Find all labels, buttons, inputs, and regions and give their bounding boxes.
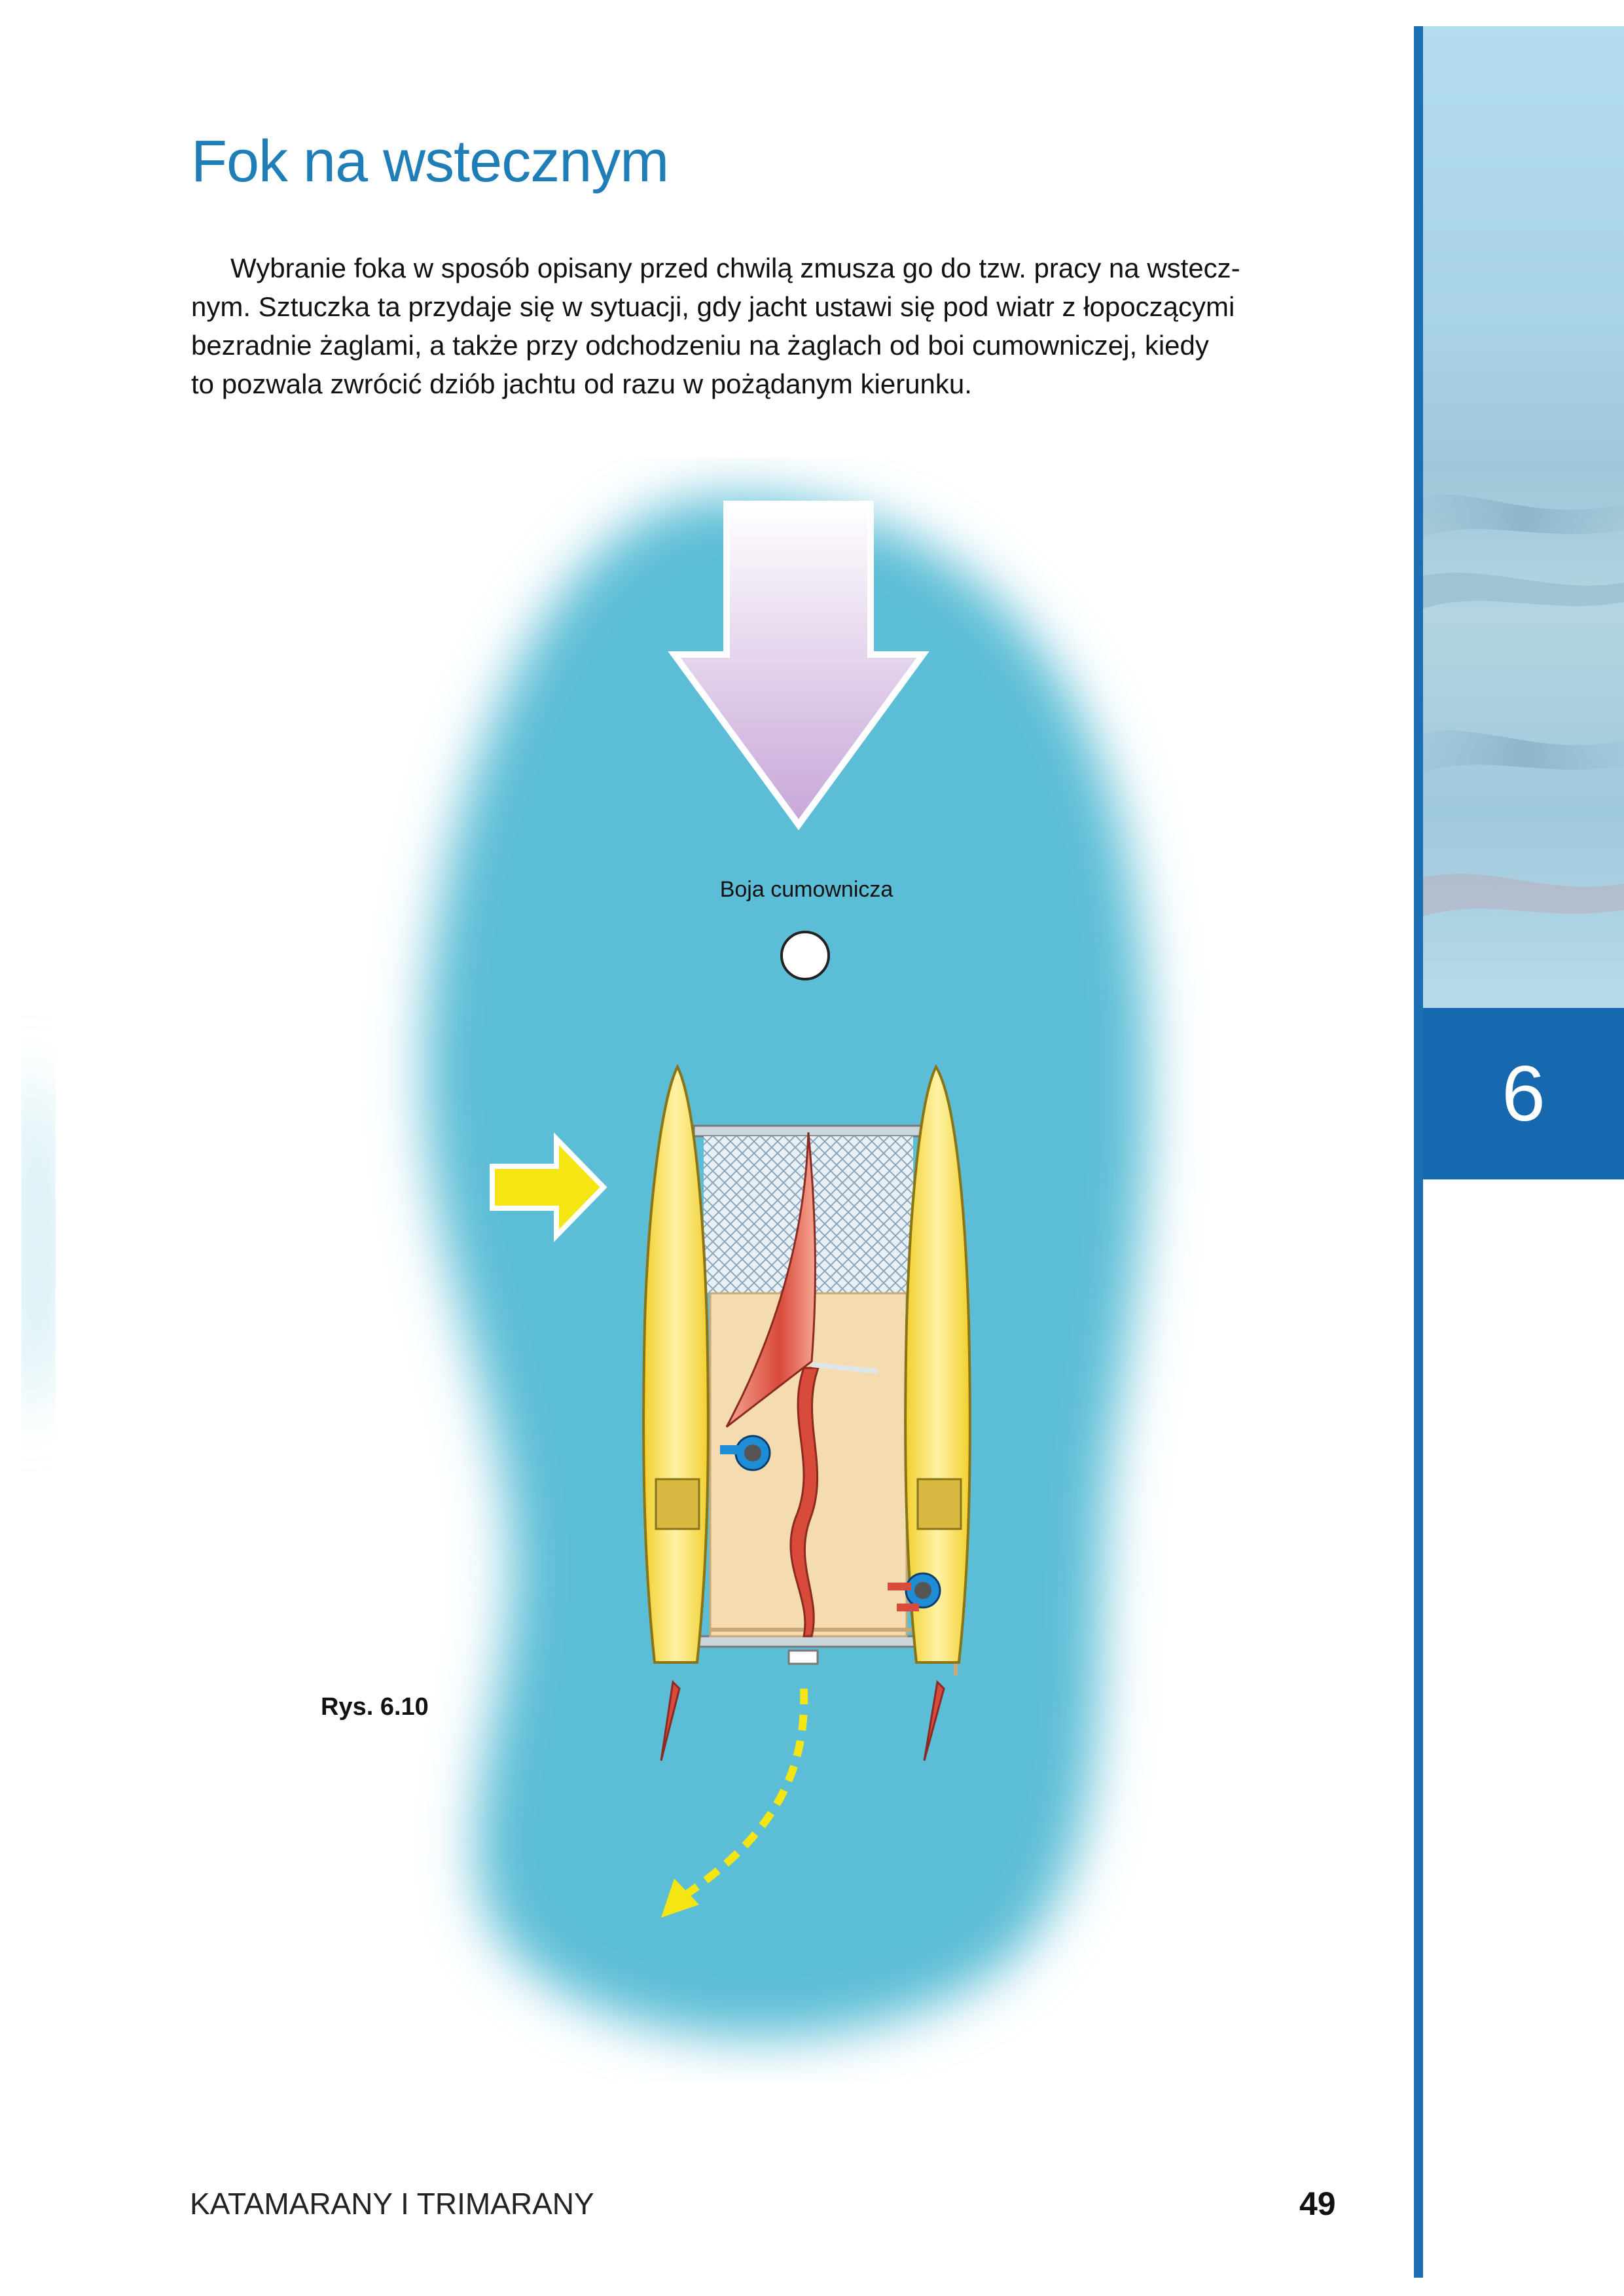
figure-caption: Rys. 6.10 bbox=[321, 1693, 429, 1721]
rear-beam bbox=[694, 1636, 923, 1647]
chapter-number: 6 bbox=[1502, 1050, 1545, 1138]
footer-book-title: KATAMARANY I TRIMARANY bbox=[190, 2187, 594, 2221]
catamaran bbox=[643, 1067, 970, 1761]
sidebar-water-photo bbox=[1423, 26, 1624, 1008]
paragraph-line: Wybranie foka w sposób opisany przed chwilą zmusza go do tzw. pracy na wstecz- bbox=[230, 253, 1240, 283]
paragraph-line: bezradnie żaglami, a także przy odchodzeniu na żaglach od boi cumowniczej, kiedy bbox=[191, 330, 1209, 361]
paragraph-line: nym. Sztuczka ta przydaje się w sytuacji, gdy jacht ustawi się pod wiatr z łopoczącymi bbox=[191, 291, 1235, 322]
buoy-label: Boja cumownicza bbox=[719, 877, 893, 902]
water-texture bbox=[1423, 26, 1624, 1008]
mooring-buoy bbox=[782, 932, 829, 979]
figure-diagram bbox=[0, 458, 1375, 2081]
water-edge-left bbox=[26, 1060, 51, 1427]
chapter-tab bbox=[1423, 1008, 1624, 1179]
footer-page-number: 49 bbox=[1299, 2185, 1336, 2222]
catamaran-diagram bbox=[0, 458, 1375, 2081]
paragraph-line: to pozwala zwrócić dziób jachtu od razu w pożądanym kierunku. bbox=[191, 368, 972, 399]
body-paragraph bbox=[191, 249, 1343, 403]
traveller bbox=[789, 1651, 818, 1664]
right-hull-hatch bbox=[918, 1479, 961, 1529]
page-title: Fok na wstecznym bbox=[191, 129, 669, 194]
left-hull-hatch bbox=[656, 1479, 699, 1529]
sidebar-rule bbox=[1414, 26, 1423, 2278]
